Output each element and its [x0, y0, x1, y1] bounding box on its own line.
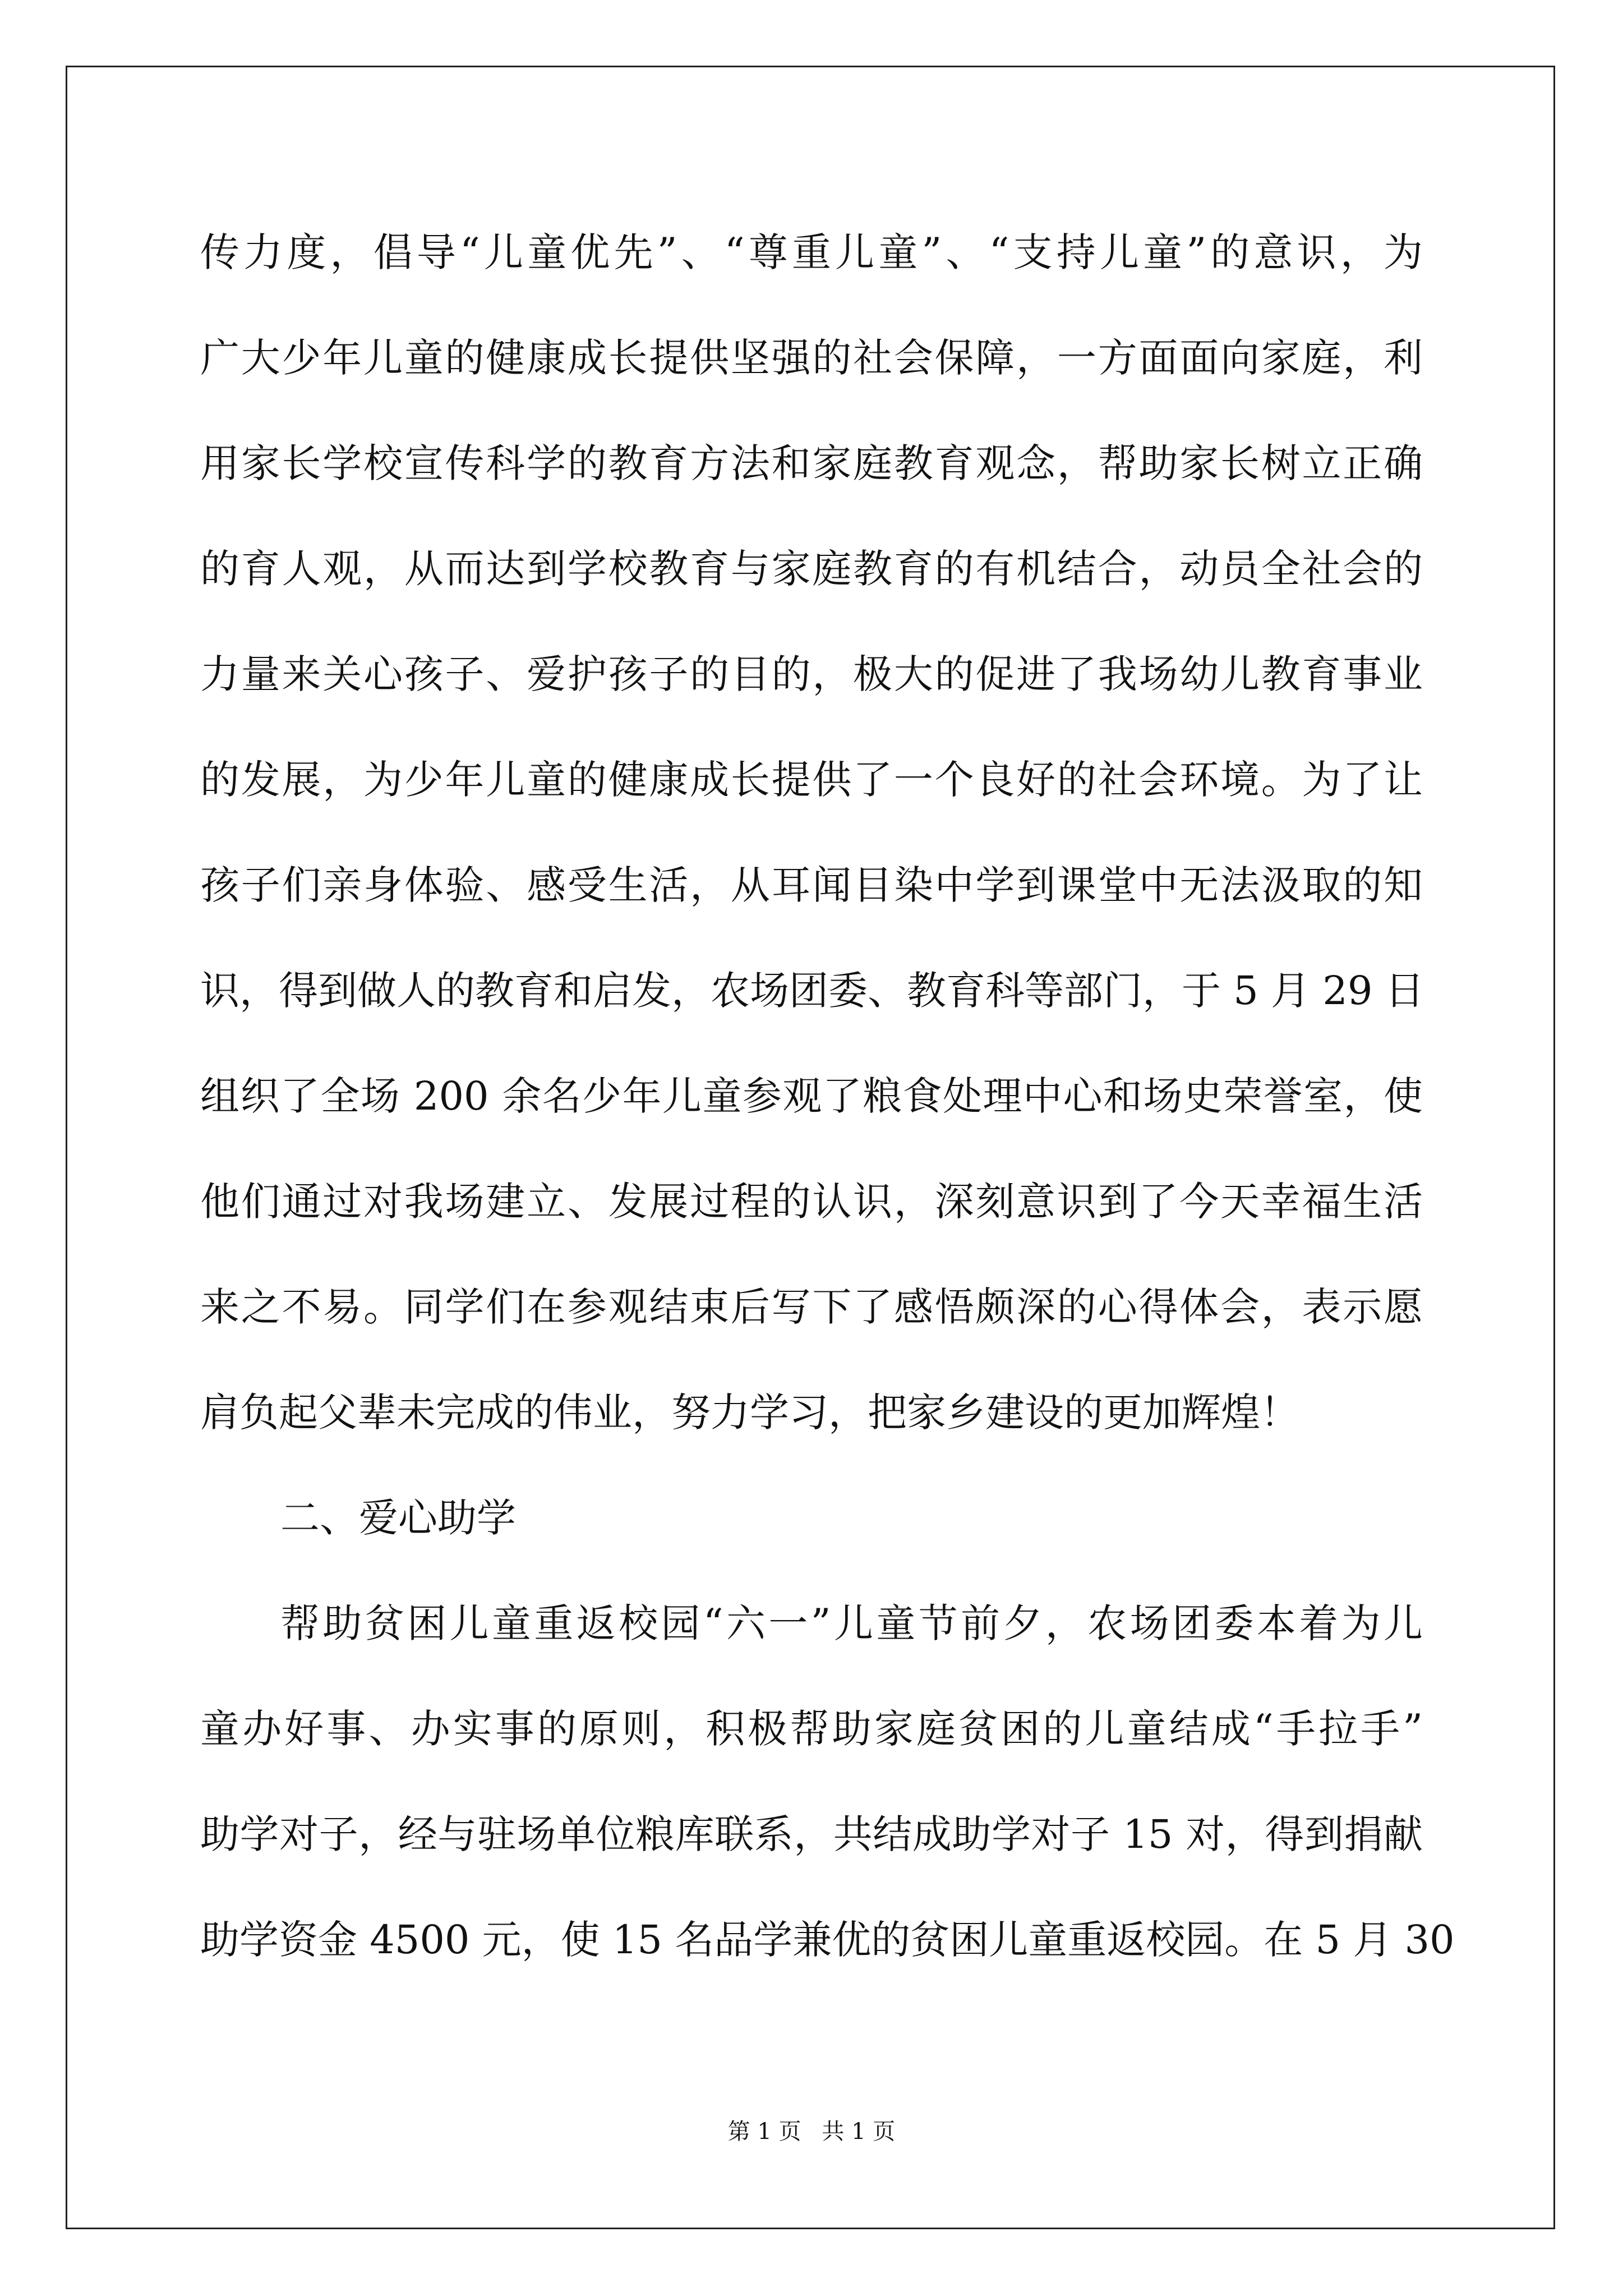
- paragraph-line: 用家长学校宣传科学的教育方法和家庭教育观念，帮助家长树立正确: [200, 440, 1423, 486]
- paragraph-line: 组织了全场 200 余名少年儿童参观了粮食处理中心和场史荣誉室，使: [200, 1073, 1423, 1119]
- paragraph-line: 帮助贫困儿童重返校园“六一”儿童节前夕，农场团委本着为儿: [280, 1600, 1423, 1646]
- paragraph-line: 的育人观，从而达到学校教育与家庭教育的有机结合，动员全社会的: [200, 546, 1423, 592]
- paragraph-line: 广大少年儿童的健康成长提供坚强的社会保障，一方面面向家庭，利: [200, 335, 1423, 381]
- paragraph-line: 助学资金 4500 元，使 15 名品学兼优的贫困儿童重返校园。在 5 月 30: [200, 1917, 1455, 1963]
- paragraph-line: 力量来关心孩子、爱护孩子的目的，极大的促进了我场幼儿教育事业: [200, 651, 1423, 697]
- paragraph-line: 识，得到做人的教育和启发，农场团委、教育科等部门，于 5 月 29 日: [200, 968, 1424, 1014]
- paragraph-line: 传力度，倡导“儿童优先”、“尊重儿童”、“支持儿童”的意识，为: [200, 229, 1423, 275]
- paragraph-line: 孩子们亲身体验、感受生活，从耳闻目染中学到课堂中无法汲取的知: [200, 862, 1423, 908]
- paragraph-line: 来之不易。同学们在参观结束后写下了感悟颇深的心得体会，表示愿: [200, 1284, 1423, 1330]
- paragraph-line: 童办好事、办实事的原则，积极帮助家庭贫困的儿童结成“手拉手”: [200, 1706, 1423, 1752]
- section-heading: 二、爱心助学: [280, 1495, 516, 1541]
- paragraph-line: 的发展，为少年儿童的健康成长提供了一个良好的社会环境。为了让: [200, 757, 1423, 803]
- paragraph-line: 助学对子，经与驻场单位粮库联系，共结成助学对子 15 对，得到捐献: [200, 1811, 1423, 1857]
- page-number-total: 共 1 页: [822, 2119, 896, 2145]
- paragraph-line: 他们通过对我场建立、发展过程的认识，深刻意识到了今天幸福生活: [200, 1179, 1423, 1225]
- page-footer: [0, 2115, 1623, 2148]
- page-number-current: 第 1 页: [727, 2119, 801, 2145]
- paragraph-line: 肩负起父辈未完成的伟业，努力学习，把家乡建设的更加辉煌！: [200, 1389, 1299, 1435]
